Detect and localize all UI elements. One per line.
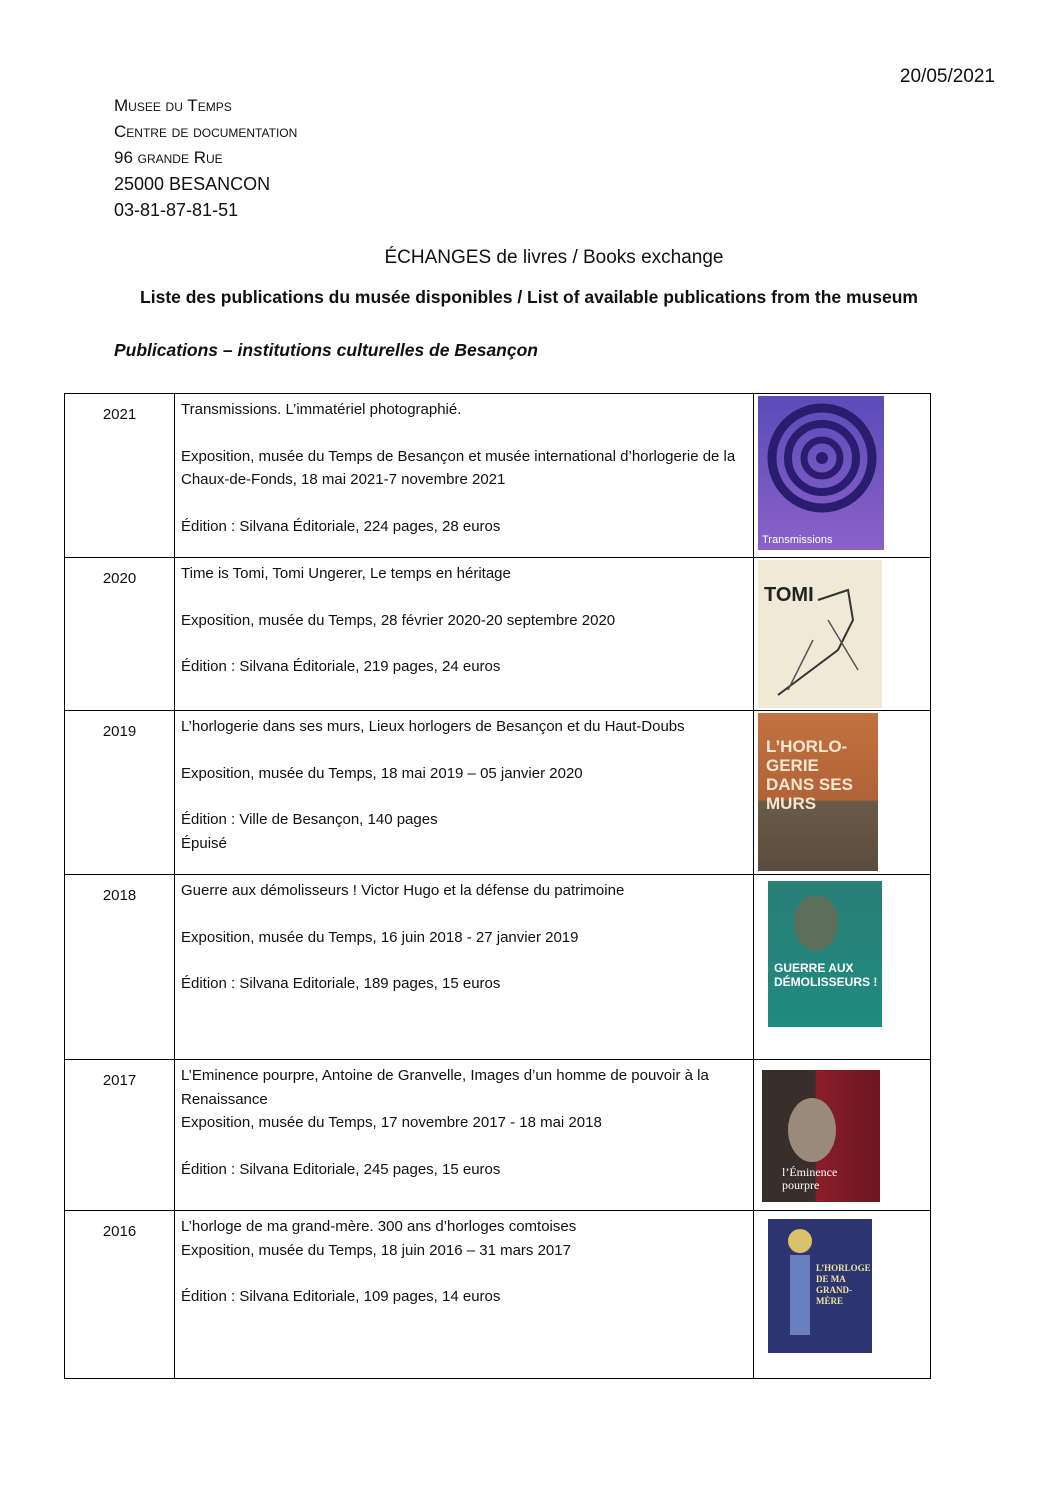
publication-year: 2018	[65, 875, 175, 1060]
address-city: 25000 BESANCON	[114, 174, 271, 194]
publication-status: Épuisé	[181, 834, 227, 852]
publication-title: L’horlogerie dans ses murs, Lieux horlogers de Besançon et du Haut-Doubs	[181, 718, 685, 735]
book-cover-image	[758, 396, 884, 550]
cover-title: l’Éminence pourpre	[782, 1165, 838, 1192]
publication-year: 2017	[65, 1060, 175, 1211]
publication-edition: Édition : Ville de Besançon, 140 pages	[181, 811, 438, 828]
book-cover-image	[758, 713, 878, 871]
address-phone: 03-81-87-81-51	[114, 200, 239, 220]
publication-description	[175, 1060, 754, 1211]
publication-title: L’horloge de ma grand-mère. 300 ans d’horloges comtoises	[181, 1218, 577, 1235]
table-row	[65, 1211, 931, 1379]
address-department: Centre de documentation	[114, 122, 298, 141]
publication-exhibition: Exposition, musée du Temps de Besançon et musée international d’horlogerie de la Chaux-de-Fonds, 18 mai 2021-7 novembre 2021	[181, 447, 736, 488]
publication-year: 2020	[65, 558, 175, 711]
publication-description	[175, 394, 754, 558]
publication-title: Guerre aux démolisseurs ! Victor Hugo et la défense du patrimoine	[181, 882, 625, 899]
publication-cover-cell	[754, 711, 931, 875]
publication-cover-cell	[754, 1211, 931, 1379]
table-row	[65, 394, 931, 558]
publication-description	[175, 711, 754, 875]
address-block	[114, 93, 297, 223]
publication-cover-cell	[754, 394, 931, 558]
publication-year: 2019	[65, 711, 175, 875]
publication-description	[175, 558, 754, 711]
publication-exhibition: Exposition, musée du Temps, 18 mai 2019 – 05 janvier 2020	[181, 764, 583, 782]
publication-description	[175, 875, 754, 1060]
document-title: ÉCHANGES de livres / Books exchange	[384, 247, 724, 268]
publication-edition: Édition : Silvana Editoriale, 189 pages, 15 euros	[181, 975, 501, 992]
publication-edition: Édition : Silvana Éditoriale, 219 pages, 24 euros	[181, 658, 501, 675]
publication-exhibition: Exposition, musée du Temps, 18 juin 2016 – 31 mars 2017	[181, 1241, 571, 1259]
document-subtitle: Liste des publications du musée disponibles / List of available publications from the museum	[140, 287, 918, 307]
publication-exhibition: Exposition, musée du Temps, 16 juin 2018 - 27 janvier 2019	[181, 928, 579, 946]
address-street: 96 grande Rue	[114, 148, 223, 167]
table-row	[65, 711, 931, 875]
address-museum: Musee du Temps	[114, 96, 232, 115]
publication-edition: Édition : Silvana Editoriale, 109 pages, 14 euros	[181, 1288, 501, 1305]
publication-title: Time is Tomi, Tomi Ungerer, Le temps en héritage	[181, 565, 511, 582]
publication-edition: Édition : Silvana Editoriale, 245 pages, 15 euros	[181, 1160, 501, 1178]
book-cover-image	[768, 881, 882, 1027]
publications-table	[64, 393, 931, 1379]
publication-exhibition: Exposition, musée du Temps, 28 février 2020-20 septembre 2020	[181, 611, 616, 629]
cover-title: Transmissions	[762, 534, 833, 546]
publication-year: 2021	[65, 394, 175, 558]
cover-title: L’HORLOGE DE MA GRAND-MÈRE	[816, 1263, 871, 1306]
section-title: Publications – institutions culturelles de Besançon	[114, 340, 538, 360]
book-cover-image	[768, 1219, 872, 1353]
table-row	[65, 558, 931, 711]
publication-title: Transmissions. L’immatériel photographié.	[181, 401, 462, 418]
publication-cover-cell	[754, 1060, 931, 1211]
publication-title: L’Eminence pourpre, Antoine de Granvelle, Images d’un homme de pouvoir à la Renaissance	[181, 1067, 709, 1108]
table-row	[65, 875, 931, 1060]
cover-title: L’HORLO- GERIE DANS SES MURS	[766, 737, 853, 813]
cover-title: GUERRE AUX DÉMOLISSEURS !	[774, 961, 878, 989]
table-row	[65, 1060, 931, 1211]
book-cover-image	[762, 1070, 880, 1202]
publication-description	[175, 1211, 754, 1379]
publication-cover-cell	[754, 558, 931, 711]
publication-cover-cell	[754, 875, 931, 1060]
book-cover-image	[758, 560, 882, 708]
publication-year: 2016	[65, 1211, 175, 1379]
publication-exhibition: Exposition, musée du Temps, 17 novembre 2017 - 18 mai 2018	[181, 1114, 602, 1131]
document-date: 20/05/2021	[899, 66, 995, 87]
cover-title: TOMI	[764, 584, 814, 606]
publication-edition: Édition : Silvana Éditoriale, 224 pages, 28 euros	[181, 517, 501, 535]
